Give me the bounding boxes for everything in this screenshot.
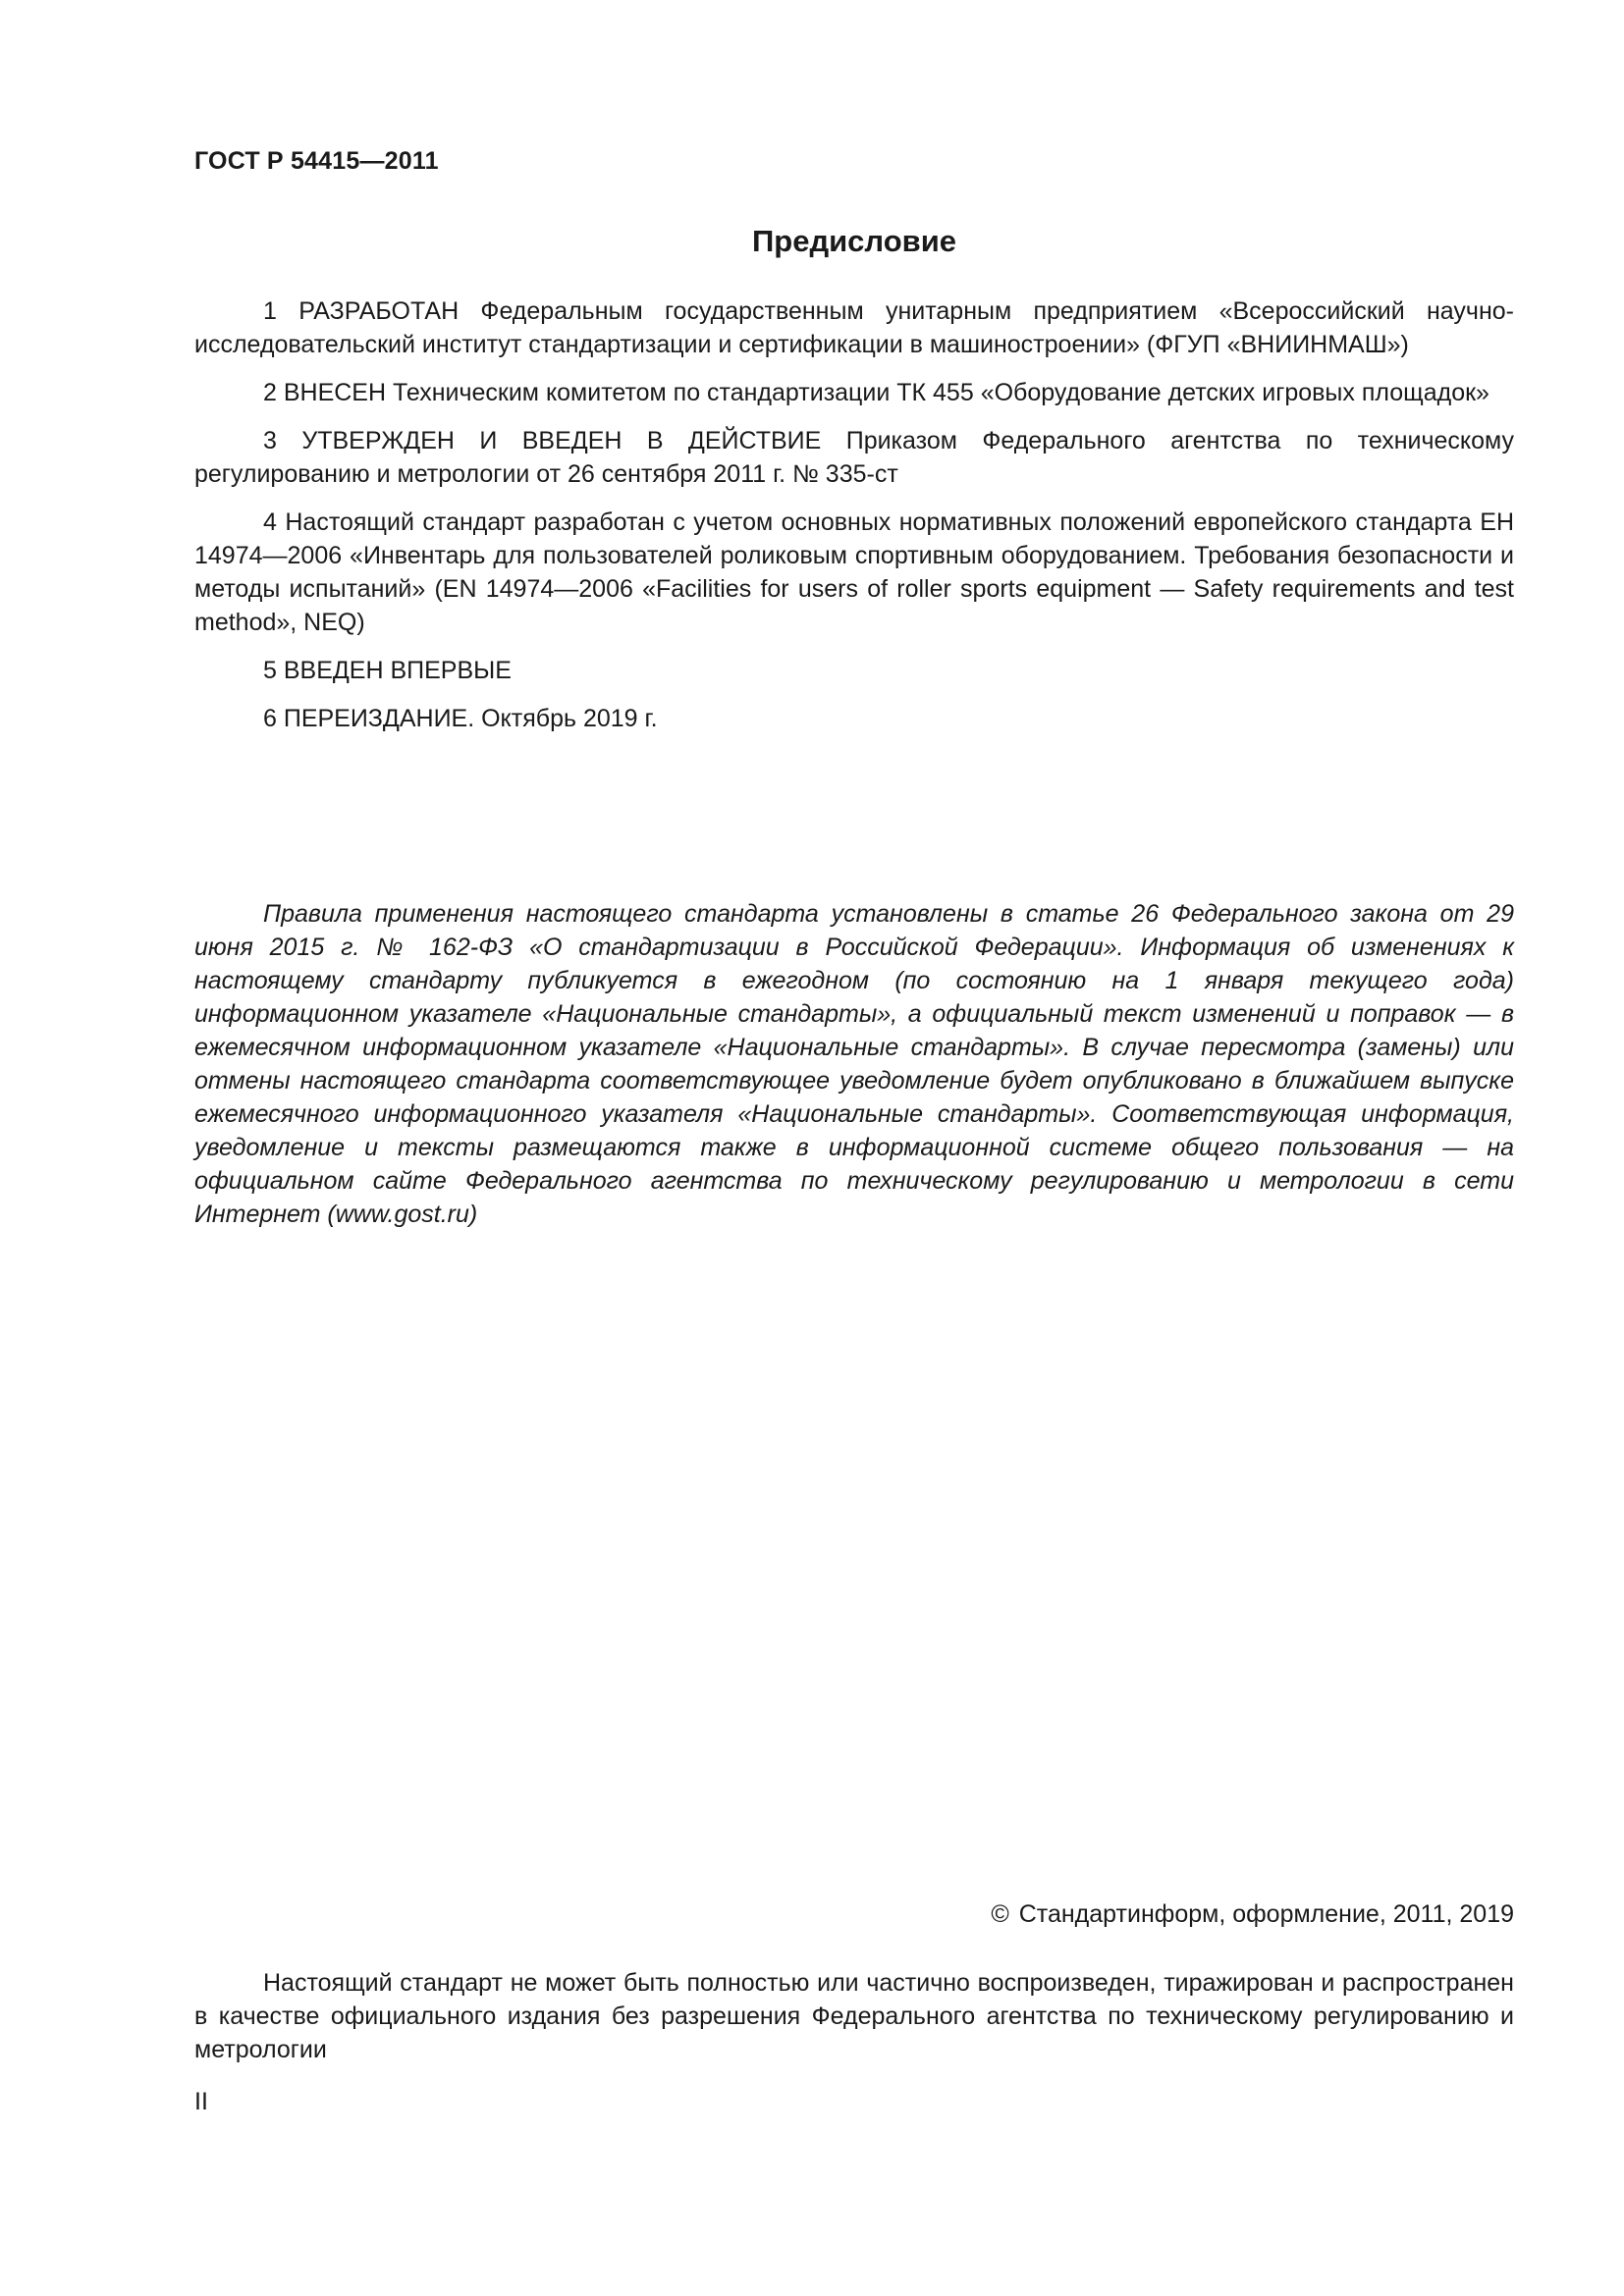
foreword-item-4: 4 Настоящий стандарт разработан с учетом основных нормативных положений европейского стандарта ЕН 14974—2006 «Инвентарь для пользователей роликовым спортивным оборудованием. Требования безопасности и методы испытаний» (EN 14974—2006 «Facilities for users of roller sports equipment — Safety requirements and test method», NEQ) [194, 508, 1514, 636]
foreword-items [194, 294, 1514, 750]
application-rules-notice: Правила применения настоящего стандарта установлены в статье 26 Федерального закона от 29 июня 2015 г. № 162-ФЗ «О стандартизации в Российской Федерации». Информация об изменениях к настоящему стандарту публикуется в ежегодном (по состоянию на 1 января текущего года) информационном указателе «Национальные стандарты», а официальный текст изменений и поправок — в ежемесячном информационном указателе «Национальные стандарты». В случае пересмотра (замены) или отмены настоящего стандарта соответствующее уведомление будет опубликовано в ближайшем выпуске ежемесячного информационного указателя «Национальные стандарты». Соответствующая информация, уведомление и тексты размещаются также в информационной системе общего пользования — на официальном сайте Федерального агентства по техническому регулированию и метрологии в сети Интернет (www.gost.ru) [194, 900, 1514, 1228]
foreword-item-3: 3 УТВЕРЖДЕН И ВВЕДЕН В ДЕЙСТВИЕ Приказом Федерального агентства по техническому регулированию и метрологии от 26 сентября 2011 г. № 335-ст [194, 427, 1514, 488]
document-code: ГОСТ Р 54415—2011 [194, 147, 439, 175]
page-title: Предисловие [751, 224, 956, 258]
copyright-icon: © [991, 1900, 1009, 1928]
copyright-text: Стандартинформ, оформление, 2011, 2019 [1018, 1900, 1514, 1928]
foreword-item-2: 2 ВНЕСЕН Техническим комитетом по стандартизации ТК 455 «Оборудование детских игровых площадок» [263, 379, 1489, 406]
page-number: II [194, 2088, 208, 2115]
reproduction-rights-notice: Настоящий стандарт не может быть полностью или частично воспроизведен, тиражирован и распространен в качестве официального издания без разрешения Федерального агентства по техническому регулированию и метрологии [194, 1969, 1514, 2063]
foreword-item-5: 5 ВВЕДЕН ВПЕРВЫЕ [263, 657, 512, 684]
foreword-item-6: 6 ПЕРЕИЗДАНИЕ. Октябрь 2019 г. [263, 705, 658, 732]
foreword-item-1: 1 РАЗРАБОТАН Федеральным государственным унитарным предприятием «Всероссийский научно-исследовательский институт стандартизации и сертификации в машиностроении» (ФГУП «ВНИИНМАШ») [194, 297, 1514, 358]
copyright-line [194, 1900, 1514, 1929]
